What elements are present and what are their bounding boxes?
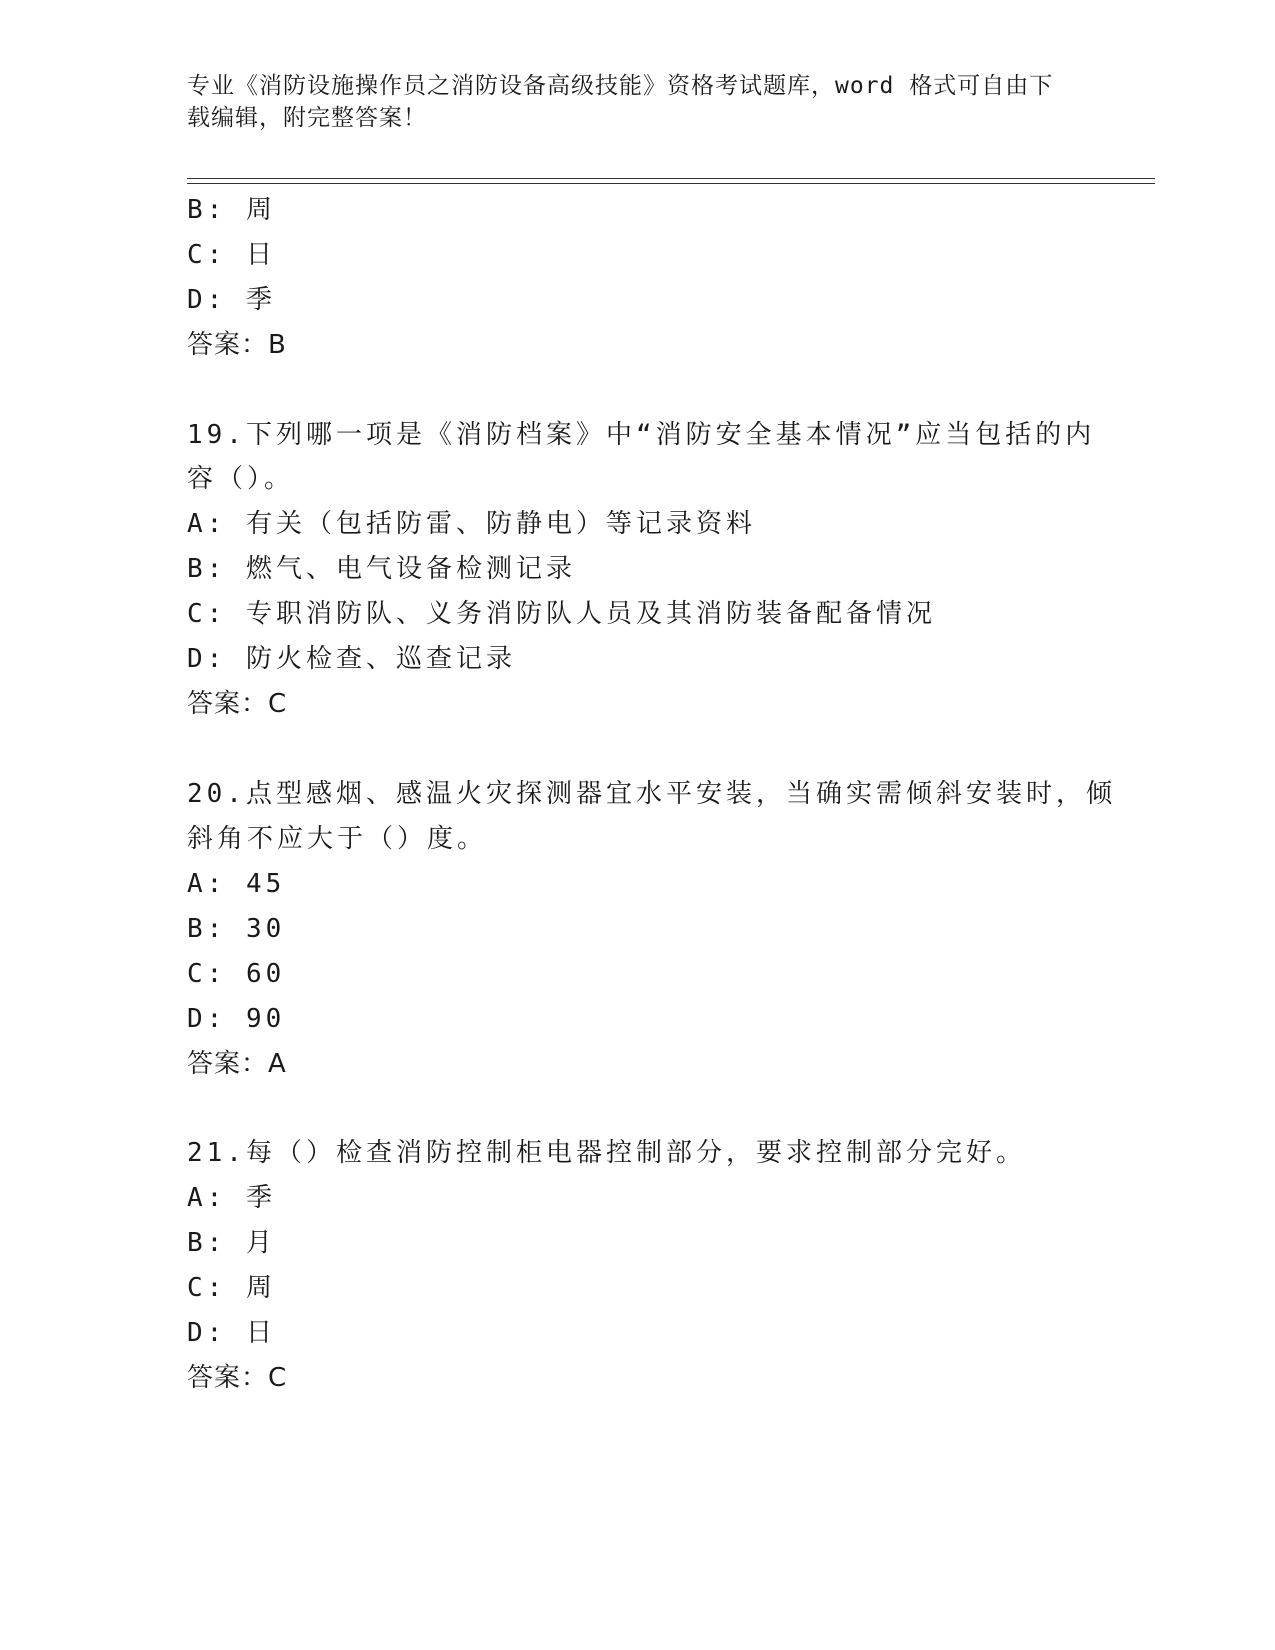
header-divider-bottom [187,183,1155,184]
q19-stem-line-2: 容（）。 [187,464,295,494]
q18-option-b: B: 周 [187,195,276,225]
q18-answer: 答案：B [187,330,287,360]
q20-option-d: D: 90 [187,1004,286,1034]
header-line-1: 专业《消防设施操作员之消防设备高级技能》资格考试题库，word 格式可自由下 [187,73,1054,99]
q20-option-b: B: 30 [187,914,286,944]
document-header [187,70,1067,134]
header-divider-top [187,178,1155,179]
q18-option-d: D: 季 [187,285,276,315]
q20-answer: 答案：A [187,1049,287,1079]
q21-option-b: B: 月 [187,1228,276,1258]
q19-option-d: D: 防火检查、巡查记录 [187,644,516,674]
q21-option-d: D: 日 [187,1318,276,1348]
q20-stem-line-1: 20.点型感烟、感温火灾探测器宜水平安装，当确实需倾斜安装时，倾 [187,779,1116,809]
q20-stem-line-2: 斜角不应大于（）度。 [187,824,488,854]
q19-answer: 答案：C [187,689,288,719]
q19-stem-line-1: 19.下列哪一项是《消防档案》中“消防安全基本情况”应当包括的内 [187,420,1096,450]
q19-option-b: B: 燃气、电气设备检测记录 [187,554,576,584]
q21-option-c: C: 周 [187,1273,276,1303]
header-line-2: 载编辑，附完整答案！ [187,105,427,131]
q21-stem-line-1: 21.每（）检查消防控制柜电器控制部分，要求控制部分完好。 [187,1138,1026,1168]
q19-option-c: C: 专职消防队、义务消防队人员及其消防装备配备情况 [187,599,936,629]
q19-option-a: A: 有关（包括防雷、防静电）等记录资料 [187,509,756,539]
q21-option-a: A: 季 [187,1183,276,1213]
q20-option-a: A: 45 [187,869,286,899]
q18-option-c: C: 日 [187,240,276,270]
q20-option-c: C: 60 [187,959,286,989]
q21-answer: 答案：C [187,1363,288,1393]
